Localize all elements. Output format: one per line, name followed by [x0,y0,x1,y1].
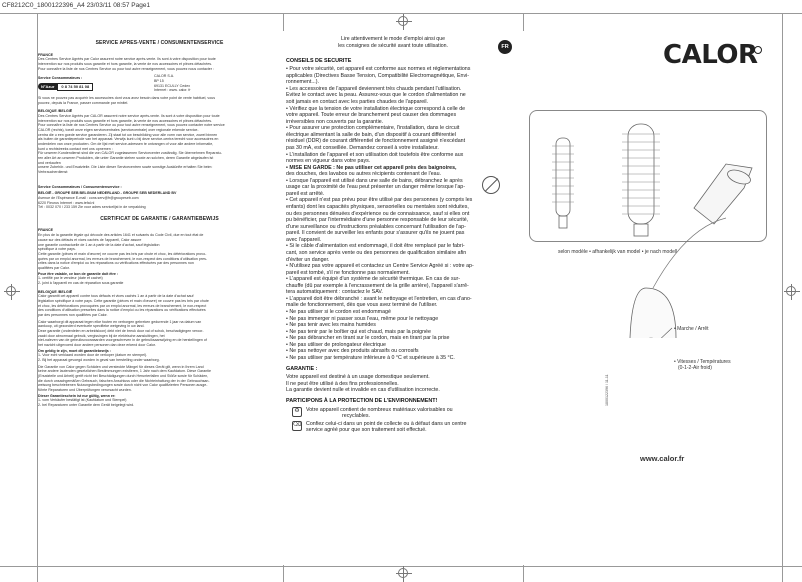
crop-mark [283,565,284,582]
safety-line: cant, son service après vente ou des personnes de qualification similaire afin [286,249,467,256]
safety-line: ronnement...). [286,79,319,86]
address-line: 69131 ECULLY Cedex [154,83,191,88]
text-line: (Ersatzteile und Arbeit) greift nicht bei Beschädigungen durch Herunterfallen und Stöße sowie für Schäden, [38,373,209,378]
text-line: Calor garantit cet appareil contre tous défauts et vices cachés 1 an à partir de la date d'achat sauf [38,294,194,299]
safety-line: • Les accessoires de l'appareil deviennent très chauds pendant l'utilisation. [286,85,462,92]
text-line: par des personnes non qualifiées par Calor. [38,312,108,317]
text-line: ren aller Art an unseren Produkten, die unter Garantie stehen sowie an solchen, deren Garantie abgelaufen ist [38,155,214,160]
safety-line: irréversibles non couverts par la garantie. [286,118,384,125]
text-line: Des Centres Service Agréés par Calor assurent notre service après-vente. Ils sont à votre disposition pour toute [38,57,216,62]
text-line: centra die u een goede service garanderen. Zij staat tot uw beschikking voor alle vorm van service, zowel binnen [38,132,218,137]
address-line: 6220 Fleurus Internet : www.tefal.nl [38,200,95,205]
azur-label: N°Azur [38,83,57,90]
safety-line: • Ne pas tenir avec les mains humides [286,322,376,329]
file-header: CF8212C0_1800122396_A4 23/03/11 08:57 Page1 [2,2,151,9]
text-line: als buiten de garantieperiode van het apparaat. Verwijs kunt u bij deze service-centra terecht voor accessoires en [38,137,219,142]
text-line: aankoop, uit gezonderd eventuele specifieke wetgeving in uw land. [38,324,145,329]
crop-mark [523,13,524,31]
environment-heading: PARTICIPONS À LA PROTECTION DE L'ENVIRONNEMENT! [286,397,438,404]
crop-mark [0,566,802,567]
text-line: intervention sur nos produits sous garantie et hors garantie, la vente de nos accessoires et pièces détachées. [38,118,213,123]
safety-line: résiduel (DDR) de courant différentiel de fonctionnement assigné n'excédant [286,138,466,145]
groupe-label: BELGIË - GROUPE SEB BELGIUM NEDERLAND - GROUPE SEB NEDERLAND BV [38,191,177,196]
safety-line: ou des personnes dénuées d'expérience ou de connaissance, sauf si elles ont [286,210,470,217]
guarantee-line: Votre appareil est destiné à un usage domestique seulement. [286,374,430,381]
safety-line: des douches, des lavabos ou autres récipients contenant de l'eau. [286,171,442,178]
safety-line: Evitez le contact avec la peau. Assurez-vous que le cordon d'alimentation ne [286,92,466,99]
safety-line: • N'utilisez pas votre appareil et contactez un Centre Service Agréé si : votre ap- [286,263,474,270]
crop-mark [283,13,284,31]
text-line: Deze garantie (onderdelen en arbeidsloon) dekt niet de breuk door val of schok, beschadigingen veroor- [38,328,204,333]
guarantee-line: Il ne peut être utilisé à des fins professionnelles. [286,380,399,387]
safety-line: • Pour votre sécurité, cet appareil est conforme aux normes et réglementations [286,66,471,73]
belgique-heading: BELGIQUE /BELGIË [38,109,73,114]
safety-line: • Ne pas nettoyer avec des produits abrasifs ou corrosifs [286,348,419,355]
safety-title: CONSEILS DE SECURITE [286,57,352,64]
callout-on-off: • Marche / Arrêt [674,326,709,332]
azur-number: 0 8 74 50 81 08 [57,83,93,91]
address-line: Avenue de l'Espérance E-mail : cons.serv@fr@groupeseb.com [38,195,139,200]
intro-line: Lire attentivement le mode d'emploi ainsi que [341,36,445,42]
intro-line: les consignes de sécurité avant toute utilisation. [338,42,448,49]
crop-mark [523,565,524,582]
safety-line: pu bénéficier, par l'intermédiaire d'une personne responsable de leur sécurité, [286,217,469,224]
safety-line: usage car la proximité de l'eau peut présenter un danger même lorsque l'ap- [286,184,465,191]
document-code: 1800122396 / 11-11 [605,374,609,406]
text-line: 1- certifié par le vendeur (date et cachet) [38,276,103,281]
text-line: 1- vom Verkäufer bestätigt ist (Kaufdatum und Stempel) [38,398,127,403]
recycle-icon: ♻ [292,407,302,417]
intro-notice [286,36,500,50]
text-line: Verbraucherdienst: [38,169,69,174]
env-line: Confiez celui-ci dans un point de collecte ou à défaut dans un centre [306,420,467,427]
safety-line: • L'appareil doit être débranché : avant le nettoyage et l'entretien, en cas d'ano- [286,295,472,302]
hair-styler-illustration [526,38,776,338]
product-column [526,38,776,558]
safety-line: • Ne pas utiliser par température inférieure à 0 °C et supérieure à 35 °C. [286,354,455,361]
safety-line: • Lorsque l'appareil est utilisé dans une salle de bains, débranchez le après [286,177,463,184]
safety-line: • Ne pas débrancher en tirant sur le cordon, mais en tirant par la prise [286,335,450,342]
guarantee-line: La garantie devient nulle et invalide en cas d'utilisation incorrecte. [286,387,440,394]
text-line: spécifique à votre pays. [38,247,76,252]
text-line: Si vous ne pouvez pas acquérir les accessoires dont vous avez besoin dans votre point de vente habituel, vous [38,95,215,100]
calor-logo: CALOR [663,40,758,70]
safety-line: • Cet appareil n'est pas prévu pour être utilisé par des personnes (y compris les [286,197,473,204]
text-line: die durch unsachgemäßen Gebrauch, falschen Anschluss oder die Nichteinhaltung der in der Gebrauchsan- [38,378,210,383]
crop-mark [782,13,783,582]
registration-mark [398,16,408,26]
service-address-block [38,74,281,93]
crop-mark [0,13,802,14]
text-line: het nazicht uitgevoerd door andere personen dan deze erkend door Calor. [38,342,156,347]
env-line: recyclables. [342,413,370,420]
text-line: cause sur des défauts et vices cachés de l'appareil, Calor assure [38,237,142,242]
safety-line: d'une surveillance ou d'instructions préalables concernant l'utilisation de l'ap- [286,223,466,230]
text-line: kunt u rechtstreeks contact met ons opnemen : [38,146,113,151]
text-line: Pour être valable, ce bon de garantie doit être : [38,271,119,276]
safety-line: • Ne pas utiliser de prolongateur électrique [286,341,386,348]
safety-line: tera automatiquement : contactez le SAV. [286,289,383,296]
france-heading: FRANCE [38,52,53,57]
text-line: Für unseren Kundendienst sind die von CALOR zugelassenen Servicecenter zuständig. Sie übernehmen Reparatu- [38,151,222,156]
registration-mark [398,568,408,578]
text-line: onderdelen van onze producten. Om de lijst met service-adressen te ontvangen of voor alle andere informatie, [38,141,214,146]
text-line: und verkaufen [38,160,61,165]
callout-line: (0-1-2-Air froid) [678,365,712,372]
safety-list [286,66,520,361]
guarantee-france-heading: FRANCE [38,228,53,233]
text-line: pouvez, depuis la France, passer commande par minitel. [38,100,129,105]
safety-line: soit jamais en contact avec les parties chaudes de l'appareil. [286,99,429,106]
no-water-warning-icon [482,176,500,194]
safety-line: • Si le câble d'alimentation est endommagé, il doit être remplacé par le fabri- [286,243,465,250]
safety-line: d'éviter un danger. [286,256,330,263]
safety-line: • MISE EN GARDE : Ne pas utiliser cet appareil près des baignoires, [286,164,457,171]
address-line: Tél : 0032 070 / 233 159 Zie voor adres servicelijst in de verpakking [38,205,146,210]
guarantee-belgique-heading: BELGIQUE /BELGIË [38,289,73,294]
text-line: intervention sur nos produits sous garantie et hors garantie, la vente de nos accessoires et pièces détachées. [38,61,213,66]
text-line: keine andere lautenden gesetzlichen Bestimmungen existieren, 1 Jahr nach dem Kaufdatum. Diese Garantie [38,369,212,374]
callout-line: • Vitesses / Températures [674,359,731,365]
text-line: führte Reparaturen und Überprüfungen verursacht wurden. [38,387,132,392]
text-line: et choc, les détériorations provoquées par un emploi anormal, les erreurs de branchement, le non-respect [38,303,207,308]
guarantee-heading: GARANTIE : [286,365,318,372]
callout-speed-temperature [674,359,731,372]
collection-row [292,421,520,434]
safety-line: pareil. Il convient de surveiller les enfants pour s'assurer qu'ils ne jouent pas [286,230,465,237]
safety-line: • L'appareil est équipé d'un système de sécurité thermique. En cas de sur- [286,276,461,283]
text-line: qualifiées par Calor. [38,265,70,270]
text-line: des conditions d'utilisation prescrites dans la notice d'emploi ou les réparations ou vérifications effectuées [38,308,206,313]
text-line: 1- Voor echt verklaard worden door de verkoper (datum en stempel). [38,353,148,358]
text-line: 2- Bij het apparaat gevoegd worden in geval van herstelling onder waarborg. [38,357,160,362]
safety-line: pas 30 mA, est conseillée. Demandez conseil à votre installateur. [286,144,439,151]
safety-line: avec l'appareil. [286,236,322,243]
safety-line: pareil est arrêté. [286,190,325,197]
text-line: niet-naleven van de gebruiksvoorwaarden voorgeschreven in de gebruiksaanwijzing en de herstellingen of [38,338,207,343]
safety-line: • Pour assurer une protection complémentaire, l'installation, dans le circuit [286,125,460,132]
text-line: une garantie contractuelle de 1 an à partir de la date d'achat, sauf législation [38,242,160,247]
safety-line: malie de fonctionnement, dès que vous avez terminé de l'utiliser. [286,302,438,309]
address-line: CALOR S.A. [154,74,175,79]
safety-line: votre appareil. Toute erreur de branchement peut causer des dommages [286,112,457,119]
text-line: Cette garantie (pièces et main d'œuvre) ne couvre pas les bris par chute et choc, les détériorations provo- [38,251,207,256]
safety-line: • Vérifiez que la tension de votre installation électrique correspond à celle de [286,105,466,112]
safety-column [286,36,520,556]
language-badge: FR [498,40,512,54]
registration-mark [786,286,796,296]
safety-line: pareil est tombé, s'il ne fonctionne pas normalement. [286,269,410,276]
safety-line: • L'installation de l'appareil et son utilisation doit toutefois être conforme aux [286,151,464,158]
website-url: www.calor.fr [640,454,685,463]
safety-line: • Ne pas immerger ni passer sous l'eau, même pour le nettoyage [286,315,439,322]
safety-line: enfants) dont les capacités physiques, sensorielles ou mentales sont réduites, [286,204,469,211]
text-line: crites dans la notice d'emploi ou les réparations ou vérifications effectuées par des personnes non [38,261,194,266]
service-be-label: Service Consommateurs / Consumentenservice : [38,184,122,189]
text-line: weisung beschriebenen Nutzungsbedingungen sowie durch nicht von Calor qualifizierten Personen ausge- [38,383,208,388]
azur-phone-badge [38,83,93,91]
text-line: Die Garantie von Calor gegen Schäden und versteckte Mängel für dieses Gerät gilt, wenn in Ihrem Land [38,364,204,369]
safety-line: chauffe (dû par exemple à l'encrassement de la grille arrière), l'appareil s'arrê- [286,282,469,289]
service-label: Service Consommateurs : [38,76,83,81]
text-line: Om geldig te zijn, moet dit garantiebewijs : [38,348,111,353]
registration-mark [6,286,16,296]
website-line: Internet : www. calor. fr [154,88,191,93]
safety-line: • Ne pas utiliser si le cordon est endommagé [286,309,391,316]
text-line: Des Centres Service Agréés par CALOR assurent notre service après-vente. Ils sont à votre disposition pour toute [38,113,220,118]
text-line: Pour connaître la liste de nos Centres Service ou pour tout autre renseignement, vous pouvez nous contacter : [38,66,214,71]
env-line: service agréé pour que son traitement soit effectué. [306,427,427,434]
text-line: unsere Zubehör- und Ersatzteile. Die Liste dieser Servicecentren sowie sonstige Auskünfte erhalten Sie beim: [38,165,213,170]
service-guarantee-column [38,40,281,565]
text-line: zaakt door abnormaal gebruik, vergissingen bij de elektrische aansluitingen, het [38,333,165,338]
text-line: législation spécifique à votre pays. Cette garantie (pièces et main d'œuvre) ne couvre pas les bris par chute [38,298,209,303]
text-line: CALOR (rechts), toezit onze eigen servicecentrales (servicecentrale) over regionale erkende service- [38,127,199,132]
service-title: SERVICE APRÈS-VENTE / CONSUMENTENSERVICE [95,40,224,46]
safety-line: applicables (Directives Basse Tension, Compatibilité Electromagnétique, Envi- [286,72,470,79]
address-line: BP 15 [154,78,164,83]
text-line: quées par un emploi anormal, les erreurs de branchement, le non-respect des conditions d'utilisation pres- [38,256,208,261]
text-line: Pour connaître la liste de nos Centres Service ou pour tout autre renseignement, vous pouvez contacter notre service [38,123,225,128]
text-line: Calor waarborgt dit apparaat tegen elke fouten en verborgen gebreken gedurende 1 jaar na datum van [38,319,202,324]
safety-line: normes en vigueur dans votre pays. [286,158,371,165]
model-caption: selon modèle • afhankelijk van model • je nach modell [558,249,678,255]
guarantee-title: CERTIFICAT DE GARANTIE / GARANTIEBEWIJS [100,215,219,222]
text-line: 2- bei Reparaturen unter Garantie dem Gerät beigelegt wird. [38,403,135,407]
text-line: Dieser Garantieschein ist nur gültig, wenn er: [38,393,116,398]
recycle-row [292,407,520,420]
env-line: Votre appareil contient de nombreux matériaux valorisables ou [306,406,453,413]
safety-line: • Ne pas tenir par le boîtier qui est chaud, mais par la poignée [286,328,431,335]
text-line: 2- joint à l'appareil en cas de réparation sous garantie [38,280,124,285]
safety-line: électrique alimentant la salle de bain, d'un dispositif à courant différentiel [286,131,456,138]
crossed-bin-icon: ⌫ [292,421,302,431]
text-line: En plus de la garantie légale qui découle des articles 1641 et suivants du Code Civil, due en tout état de [38,233,204,238]
